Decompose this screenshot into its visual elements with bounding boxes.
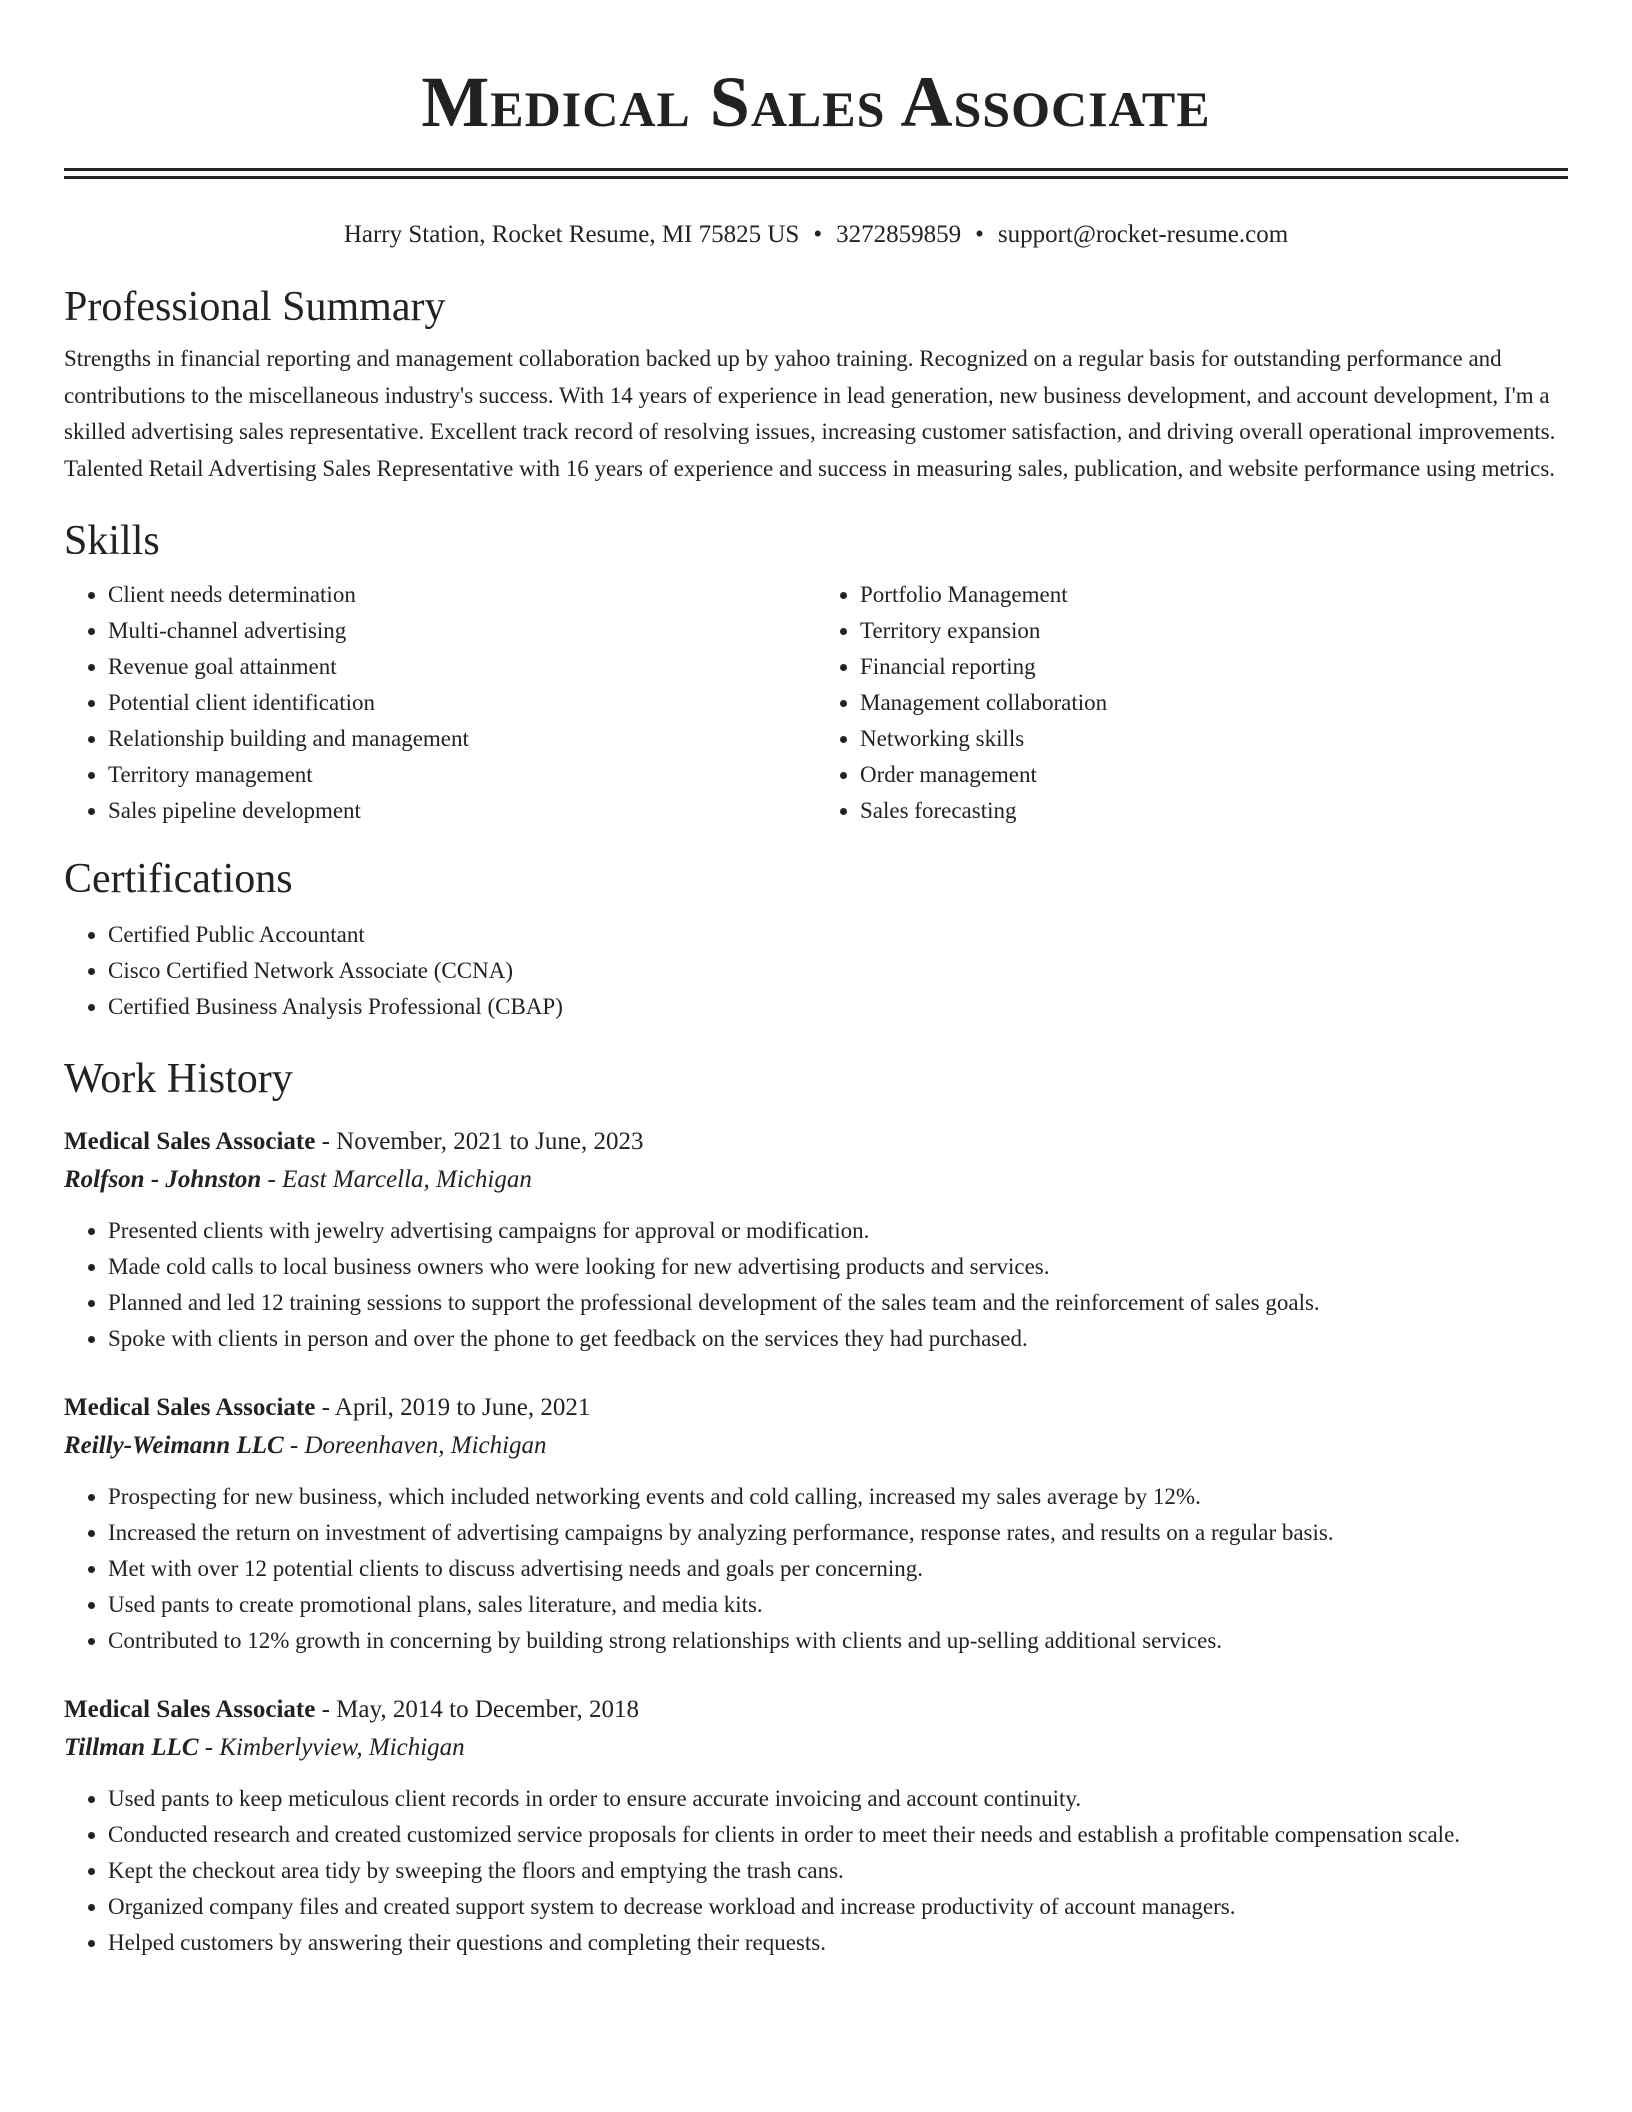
job-title: Medical Sales Associate (64, 1394, 316, 1421)
job-entry (64, 1123, 1568, 1357)
skill-item: • Multi-channel advertising (108, 613, 816, 649)
job-dates: - November, 2021 to June, 2023 (315, 1128, 644, 1155)
job-bullet: • Used pants to create promotional plans, sales literature, and media kits. (108, 1587, 1568, 1623)
title-divider-top (64, 168, 1568, 171)
job-title: Medical Sales Associate (64, 1128, 316, 1155)
skill-item: • Relationship building and management (108, 721, 816, 757)
job-title-line (64, 1123, 1568, 1161)
job-company: Rolfson - Johnston (64, 1166, 262, 1193)
job-title-line (64, 1691, 1568, 1729)
skill-item: • Financial reporting (860, 649, 1568, 685)
job-bullet: • Contributed to 12% growth in concerning by building strong relationships with clients and up-selling additional services. (108, 1623, 1568, 1659)
job-title-line (64, 1389, 1568, 1427)
skill-item: • Sales pipeline development (108, 793, 816, 829)
job-bullets (64, 1781, 1568, 1961)
job-entry (64, 1691, 1568, 1961)
contact-separator: • (813, 221, 823, 248)
job-dates: - May, 2014 to December, 2018 (315, 1696, 640, 1723)
contact-separator: • (975, 221, 984, 248)
job-bullets (64, 1213, 1568, 1357)
job-bullet: • Helped customers by answering their questions and completing their requests. (108, 1925, 1568, 1961)
job-bullet: • Kept the checkout area tidy by sweeping the floors and emptying the trash cans. (108, 1853, 1568, 1889)
skill-item: • Order management (860, 757, 1568, 793)
job-location: - Kimberlyview, Michigan (198, 1734, 465, 1761)
job-bullet: • Increased the return on investment of advertising campaigns by analyzing performance, response rates, and results on a regular basis. (108, 1515, 1568, 1551)
skill-item: • Sales forecasting (860, 793, 1568, 829)
job-bullet: • Planned and led 12 training sessions to support the professional development of the sales team and the reinforcement of sales goals. (108, 1285, 1568, 1321)
skill-item: • Territory expansion (860, 613, 1568, 649)
job-title: Medical Sales Associate (64, 1696, 316, 1723)
work-history-heading: Work History (64, 1056, 293, 1102)
skills-list-left (64, 577, 816, 829)
job-bullet: • Spoke with clients in person and over the phone to get feedback on the services they had purchased. (108, 1321, 1568, 1357)
skills-columns (64, 577, 1568, 829)
skill-item: • Potential client identification (108, 685, 816, 721)
certification-item: • Certified Business Analysis Professional (CBAP) (108, 989, 1568, 1025)
certifications-heading: Certifications (64, 856, 293, 902)
resume-title: Medical Sales Associate (421, 62, 1211, 142)
certification-item: • Cisco Certified Network Associate (CCNA) (108, 953, 1568, 989)
job-bullet: • Prospecting for new business, which included networking events and cold calling, increased my sales average by 12%. (108, 1479, 1568, 1515)
contact-line (64, 219, 1568, 251)
job-dates: - April, 2019 to June, 2021 (315, 1394, 591, 1421)
skill-item: • Revenue goal attainment (108, 649, 816, 685)
summary-heading: Professional Summary (64, 284, 446, 330)
job-company-line (64, 1427, 1568, 1465)
job-location: - Doreenhaven, Michigan (283, 1432, 547, 1459)
job-company: Tillman LLC (64, 1734, 199, 1761)
job-bullet: • Organized company files and created support system to decrease workload and increase productivity of account managers. (108, 1889, 1568, 1925)
skill-item: • Client needs determination (108, 577, 816, 613)
skill-item: • Management collaboration (860, 685, 1568, 721)
job-bullet: • Made cold calls to local business owners who were looking for new advertising products and services. (108, 1249, 1568, 1285)
contact-email: support@rocket-resume.com (997, 221, 1289, 248)
job-company: Reilly-Weimann LLC (64, 1432, 284, 1459)
skill-item: • Territory management (108, 757, 816, 793)
skills-list-right (816, 577, 1568, 829)
job-company-line (64, 1729, 1568, 1767)
job-bullet: • Met with over 12 potential clients to discuss advertising needs and goals per concerning. (108, 1551, 1568, 1587)
certifications-list (64, 917, 1568, 1025)
job-bullets (64, 1479, 1568, 1659)
job-entry (64, 1389, 1568, 1659)
job-company-line (64, 1161, 1568, 1199)
job-bullet: • Conducted research and created customized service proposals for clients in order to meet their needs and establish a profitable compensation scale. (108, 1817, 1568, 1853)
title-divider-bottom (64, 176, 1568, 179)
contact-phone: 3272859859 (836, 221, 962, 248)
summary-text: Strengths in financial reporting and management collaboration backed up by yahoo training. Recognized on a regular basis for outstanding performance and contributions to the miscellaneous industry's success. With 14 years of experience in lead generation, new business development, and account development, I'm a skilled advertising sales representative. Excellent track record of resolving issues, increasing customer satisfaction, and driving overall operational improvements. Talented Retail Advertising Sales Representative with 16 years of experience and success in measuring sales, publication, and website performance using metrics. (64, 346, 1556, 481)
job-bullet: • Used pants to keep meticulous client records in order to ensure accurate invoicing and account continuity. (108, 1781, 1568, 1817)
certification-item: • Certified Public Accountant (108, 917, 1568, 953)
skill-item: • Portfolio Management (860, 577, 1568, 613)
skill-item: • Networking skills (860, 721, 1568, 757)
job-location: - East Marcella, Michigan (261, 1166, 532, 1193)
job-bullet: • Presented clients with jewelry advertising campaigns for approval or modification. (108, 1213, 1568, 1249)
skills-heading: Skills (64, 518, 160, 564)
contact-address: Harry Station, Rocket Resume, MI 75825 US (343, 221, 800, 248)
resume-page (64, 0, 1568, 1961)
